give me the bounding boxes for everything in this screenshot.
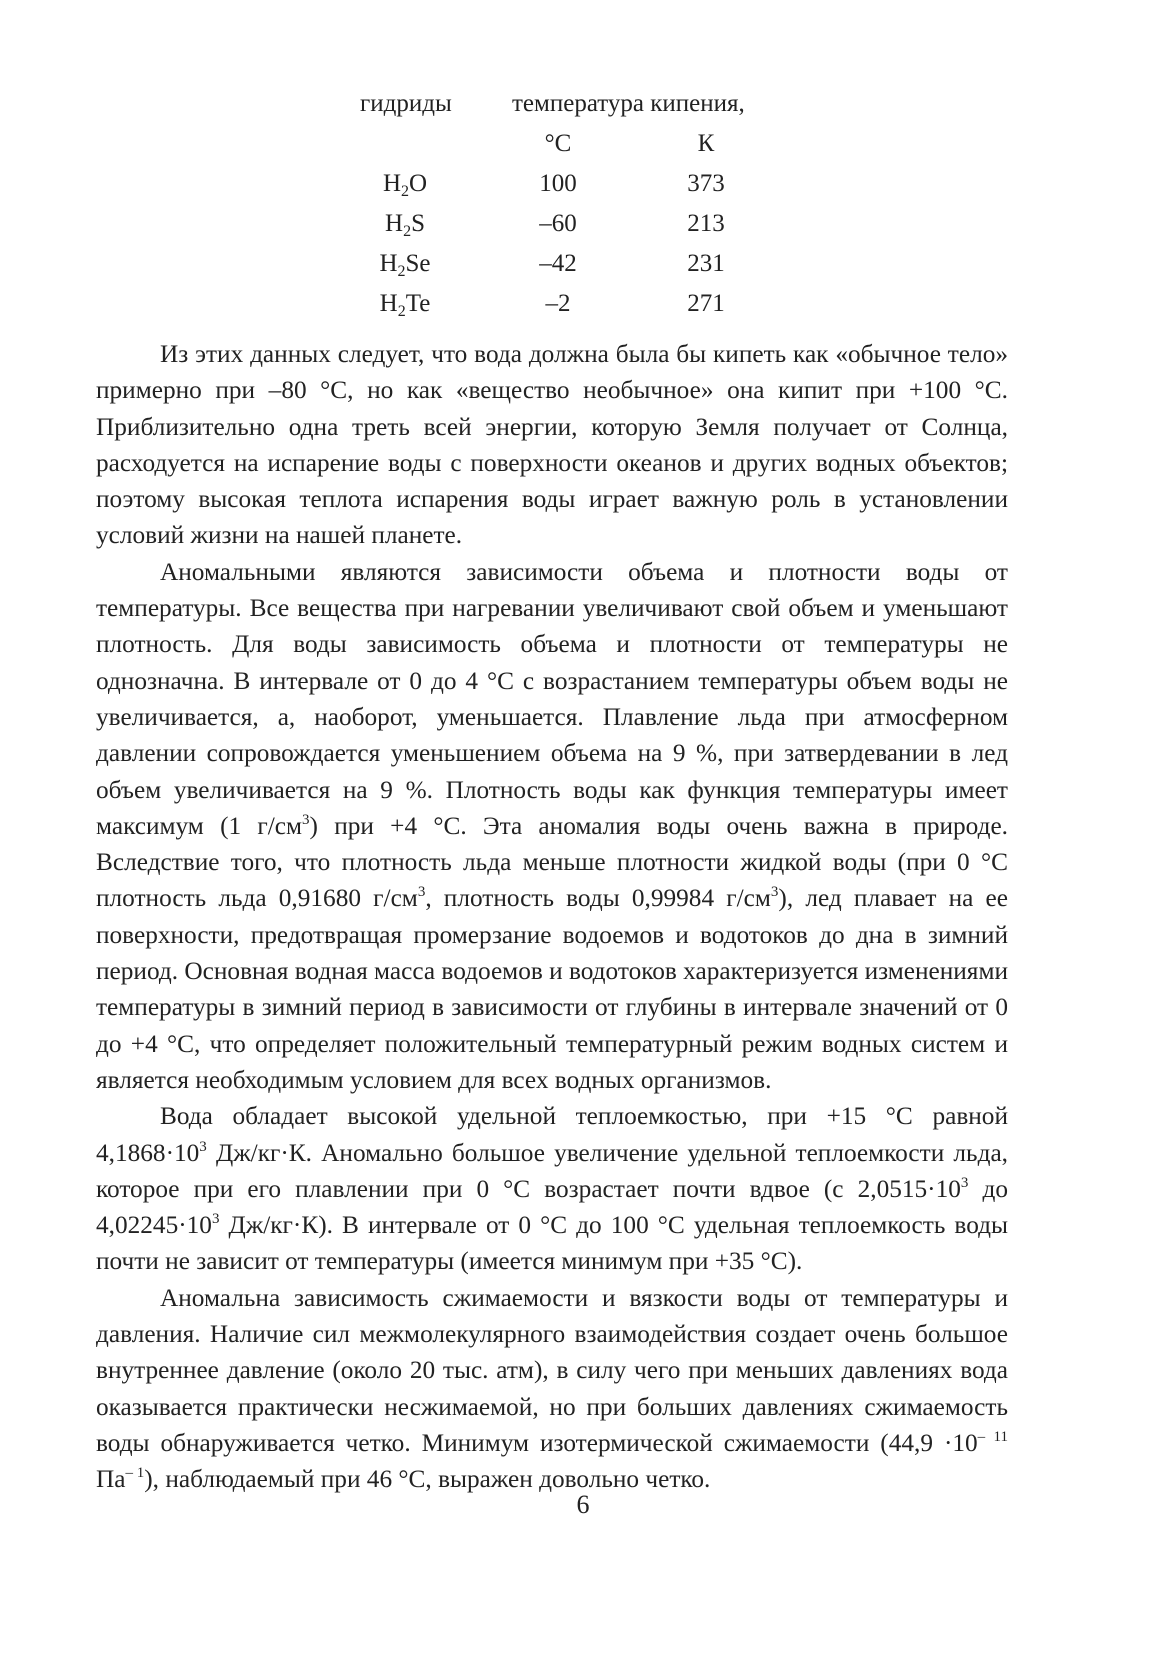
hydride-formula: $H_2S$ bbox=[385, 210, 425, 240]
page-number: 6 bbox=[576, 1490, 590, 1519]
table-row bbox=[360, 164, 780, 204]
boiling-kelvin: 271 bbox=[687, 290, 725, 317]
boiling-kelvin: 373 bbox=[687, 170, 725, 197]
boiling-kelvin: 213 bbox=[687, 210, 725, 237]
boiling-kelvin: 231 bbox=[687, 250, 725, 277]
unit-celsius: °С bbox=[544, 130, 572, 157]
body-text bbox=[96, 336, 1008, 1498]
header-boiling-temperature: температура кипения, bbox=[512, 90, 745, 117]
hydride-formula: $H_2O$ bbox=[382, 170, 428, 200]
hydride-formula: $H_2Te$ bbox=[379, 290, 431, 320]
paragraph-heat-capacity: Вода обладает высокой удельной теплоемкостью, при +15 °С равной $4,1868\cdot 10^3$ Дж/кг·К. Аномально большое увеличение удельной теплоемкости льда, которое при его плавлении при 0 °С возрастает почти вдвое (с $2,0515\cdot 10^3$ до $4,02245\cdot 10^3$ Дж/кг·К). В интервале от 0 °С до 100 °С удельная теплоемкость воды почти не зависит от температуры (имеется минимум при +35 °С). bbox=[96, 1102, 1008, 1276]
boiling-celsius: 100 bbox=[539, 170, 577, 197]
table-row bbox=[360, 284, 780, 324]
table-row bbox=[360, 244, 780, 284]
table-row bbox=[360, 204, 780, 244]
paragraph-compressibility: Аномальна зависимость сжимаемости и вязкости воды от температуры и давления. Наличие сил межмолекулярного взаимодействия создает очень большое внутреннее давление (около 20 тыс. атм), в силу чего при меньших давлениях вода оказывается практически несжимаемой, но при больших давлениях сжимаемость воды обнаруживается четко. Минимум изотермической сжимаемости ($44,9 \cdot 10^{- 11}$ $Па^{- 1}$), наблюдаемый при 46 °С, выражен довольно четко. bbox=[96, 1283, 1008, 1494]
boiling-celsius: –42 bbox=[539, 250, 577, 277]
boiling-celsius: –2 bbox=[545, 290, 571, 317]
table-header-row bbox=[360, 84, 780, 124]
paragraph-boiling-anomaly: Из этих данных следует, что вода должна была бы кипеть как «обычное тело» примерно при –80 °С, но как «вещество необычное» она кипит при +100 °С. Приблизительно одна треть всей энергии, которую Земля получает от Солнца, расходуется на испарение воды с поверхности океанов и других водных объектов; поэтому высокая теплота испарения воды играет важную роль в установлении условий жизни на нашей планете. bbox=[96, 340, 1008, 550]
boiling-celsius: –60 bbox=[539, 210, 577, 237]
paragraph-density-anomaly: Аномальными являются зависимости объема и плотности воды от температуры. Все вещества при нагревании увеличивают свой объем и уменьшают плотность. Для воды зависимость объема и плотности от температуры не однозначна. В интервале от 0 до 4 °С с возрастанием температуры объем воды не увеличивается, а, наоборот, уменьшается. Плавление льда при атмосферном давлении сопровождается уменьшением объема на 9 %, при затвердевании в лед объем увеличивается на 9 %. Плотность воды как функция температуры имеет максимум (1 $г/см^3$) при +4 °С. Эта аномалия воды очень важна в природе. Вследствие того, что плотность льда меньше плотности жидкой воды (при 0 °С плотность льда 0,91680 $г/см^3$, плотность воды 0,99984 $г/см^3$), лед плавает на ее поверхности, предотвращая промерзание водоемов и водотоков до дна в зимний период. Основная водная масса водоемов и водотоков характеризуется изменениями температуры в зимний период в зависимости от глубины в интервале значений от 0 до +4 °С, что определяет положительный температурный режим водных систем и является необходимым условием для всех водных организмов. bbox=[96, 557, 1008, 1094]
table-units-row bbox=[360, 124, 780, 164]
unit-kelvin: К bbox=[697, 130, 715, 157]
hydrides-boiling-table bbox=[360, 84, 780, 324]
header-hydrides: гидриды bbox=[360, 90, 452, 117]
hydride-formula: $H_2Se$ bbox=[379, 250, 431, 280]
